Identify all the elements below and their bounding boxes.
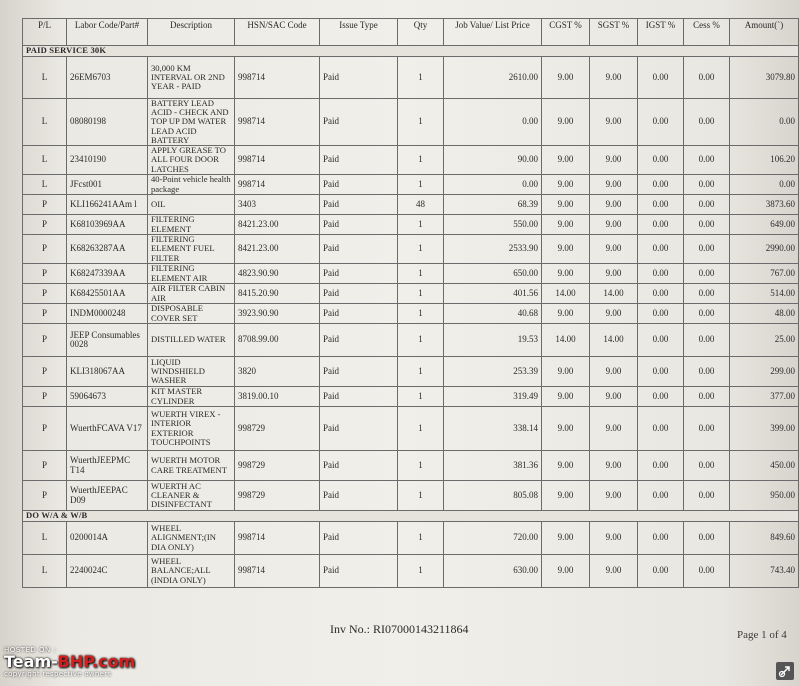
- cell-igst: 0.00: [638, 481, 684, 511]
- cell-desc: WUERTH AC CLEANER & DISINFECTANT: [148, 481, 235, 511]
- cell-desc: KIT MASTER CYLINDER: [148, 387, 235, 407]
- cell-amount: 0.00: [730, 175, 799, 195]
- cell-cgst: 9.00: [542, 451, 590, 481]
- cell-value: 0.00: [444, 175, 542, 195]
- cell-code: WuerthJEEPMC T14: [67, 451, 148, 481]
- cell-cess: 0.00: [684, 235, 730, 264]
- cell-value: 319.49: [444, 387, 542, 407]
- cell-desc: DISPOSABLE COVER SET: [148, 304, 235, 324]
- cell-desc: 30,000 KM INTERVAL OR 2ND YEAR - PAID: [148, 57, 235, 99]
- cell-pl: L: [23, 146, 67, 175]
- section-title: DO W/A & W/B: [23, 511, 799, 522]
- cell-issue: Paid: [320, 407, 398, 451]
- watermark: [4, 646, 204, 686]
- cell-value: 805.08: [444, 481, 542, 511]
- cell-pl: P: [23, 481, 67, 511]
- cell-sgst: 9.00: [590, 175, 638, 195]
- cell-amount: 25.00: [730, 324, 799, 357]
- section-title: PAID SERVICE 30K: [23, 46, 799, 57]
- cell-cgst: 9.00: [542, 99, 590, 146]
- cell-desc: AIR FILTER CABIN AIR: [148, 284, 235, 304]
- cell-issue: Paid: [320, 264, 398, 284]
- cell-cgst: 9.00: [542, 304, 590, 324]
- cell-qty: 1: [398, 357, 444, 387]
- cell-issue: Paid: [320, 304, 398, 324]
- section-header: [23, 511, 799, 522]
- header-amount: Amount(`): [730, 19, 799, 46]
- header-hsn: HSN/SAC Code: [235, 19, 320, 46]
- cell-code: 08080198: [67, 99, 148, 146]
- cell-desc: FILTERING ELEMENT FUEL FILTER: [148, 235, 235, 264]
- cell-sgst: 9.00: [590, 407, 638, 451]
- cell-value: 0.00: [444, 99, 542, 146]
- cell-igst: 0.00: [638, 215, 684, 235]
- invoice-number: Inv No.: RI07000143211864: [330, 622, 469, 636]
- cell-amount: 377.00: [730, 387, 799, 407]
- cell-code: INDM0000248: [67, 304, 148, 324]
- cell-cess: 0.00: [684, 57, 730, 99]
- cell-cess: 0.00: [684, 387, 730, 407]
- table-row: [23, 215, 799, 235]
- table-row: [23, 57, 799, 99]
- table-row: [23, 235, 799, 264]
- cell-amount: 849.60: [730, 522, 799, 555]
- cell-hsn: 998714: [235, 175, 320, 195]
- header-cess: Cess %: [684, 19, 730, 46]
- cell-pl: P: [23, 195, 67, 215]
- cell-qty: 1: [398, 57, 444, 99]
- cell-pl: P: [23, 284, 67, 304]
- cell-sgst: 9.00: [590, 195, 638, 215]
- cell-code: KLI318067AA: [67, 357, 148, 387]
- cell-sgst: 9.00: [590, 264, 638, 284]
- cell-code: JFcst001: [67, 175, 148, 195]
- table-row: [23, 195, 799, 215]
- cell-amount: 950.00: [730, 481, 799, 511]
- table-row: [23, 387, 799, 407]
- cell-hsn: 3403: [235, 195, 320, 215]
- cell-qty: 1: [398, 264, 444, 284]
- cell-qty: 1: [398, 522, 444, 555]
- cell-sgst: 9.00: [590, 215, 638, 235]
- cell-cess: 0.00: [684, 324, 730, 357]
- watermark-brand-left: Team-: [4, 652, 58, 671]
- cell-cess: 0.00: [684, 175, 730, 195]
- cell-qty: 1: [398, 407, 444, 451]
- cell-issue: Paid: [320, 146, 398, 175]
- cell-igst: 0.00: [638, 284, 684, 304]
- header-qty: Qty: [398, 19, 444, 46]
- cell-issue: Paid: [320, 57, 398, 99]
- table-row: [23, 324, 799, 357]
- cell-pl: L: [23, 57, 67, 99]
- cell-pl: P: [23, 357, 67, 387]
- cell-code: 2240024C: [67, 555, 148, 588]
- cell-qty: 1: [398, 99, 444, 146]
- cell-hsn: 8415.20.90: [235, 284, 320, 304]
- header-issue-type: Issue Type: [320, 19, 398, 46]
- cell-qty: 1: [398, 304, 444, 324]
- cell-desc: WHEEL ALIGNMENT;(IN DIA ONLY): [148, 522, 235, 555]
- cell-value: 68.39: [444, 195, 542, 215]
- cell-sgst: 9.00: [590, 451, 638, 481]
- cell-qty: 1: [398, 215, 444, 235]
- cell-sgst: 9.00: [590, 481, 638, 511]
- cell-desc: WUERTH VIREX - INTERIOR EXTERIOR TOUCHPOINTS: [148, 407, 235, 451]
- cell-hsn: 998729: [235, 407, 320, 451]
- cell-cess: 0.00: [684, 99, 730, 146]
- cell-issue: Paid: [320, 481, 398, 511]
- cell-code: K68425501AA: [67, 284, 148, 304]
- cell-desc: WUERTH MOTOR CARE TREATMENT: [148, 451, 235, 481]
- cell-pl: P: [23, 324, 67, 357]
- cell-cgst: 9.00: [542, 555, 590, 588]
- table-row: [23, 357, 799, 387]
- cell-amount: 649.00: [730, 215, 799, 235]
- cell-hsn: 998714: [235, 146, 320, 175]
- table-row: [23, 146, 799, 175]
- cell-value: 338.14: [444, 407, 542, 451]
- cell-cgst: 9.00: [542, 215, 590, 235]
- cell-igst: 0.00: [638, 264, 684, 284]
- cell-cgst: 9.00: [542, 387, 590, 407]
- cell-issue: Paid: [320, 451, 398, 481]
- cell-hsn: 998729: [235, 451, 320, 481]
- cell-cess: 0.00: [684, 195, 730, 215]
- page-number: Page 1 of 4: [737, 629, 787, 641]
- cell-amount: 0.00: [730, 99, 799, 146]
- cell-hsn: 998729: [235, 481, 320, 511]
- table-row: [23, 99, 799, 146]
- cell-issue: Paid: [320, 324, 398, 357]
- cell-amount: 3873.60: [730, 195, 799, 215]
- cell-issue: Paid: [320, 175, 398, 195]
- cell-hsn: 8421.23.00: [235, 235, 320, 264]
- cell-issue: Paid: [320, 235, 398, 264]
- cell-code: K68103969AA: [67, 215, 148, 235]
- cell-code: K68263287AA: [67, 235, 148, 264]
- cell-desc: WHEEL BALANCE;ALL (INDIA ONLY): [148, 555, 235, 588]
- cell-code: K68247339AA: [67, 264, 148, 284]
- invoice-table: [22, 18, 799, 588]
- header-description: Description: [148, 19, 235, 46]
- cell-pl: P: [23, 451, 67, 481]
- cell-desc: DISTILLED WATER: [148, 324, 235, 357]
- cell-cess: 0.00: [684, 304, 730, 324]
- cell-cgst: 14.00: [542, 284, 590, 304]
- cell-value: 2610.00: [444, 57, 542, 99]
- cell-sgst: 14.00: [590, 324, 638, 357]
- cell-value: 650.00: [444, 264, 542, 284]
- cell-pl: P: [23, 235, 67, 264]
- cell-cgst: 9.00: [542, 264, 590, 284]
- cell-amount: 450.00: [730, 451, 799, 481]
- table-row: [23, 175, 799, 195]
- table-row: [23, 555, 799, 588]
- section-header: [23, 46, 799, 57]
- cell-igst: 0.00: [638, 324, 684, 357]
- table-row: [23, 481, 799, 511]
- cell-desc: OIL: [148, 195, 235, 215]
- cell-cgst: 9.00: [542, 195, 590, 215]
- cell-sgst: 9.00: [590, 555, 638, 588]
- cell-issue: Paid: [320, 387, 398, 407]
- cell-pl: L: [23, 555, 67, 588]
- watermark-brand: [4, 654, 204, 670]
- header-sgst: SGST %: [590, 19, 638, 46]
- cell-hsn: 3820: [235, 357, 320, 387]
- cell-qty: 1: [398, 451, 444, 481]
- cell-cgst: 9.00: [542, 235, 590, 264]
- cell-cgst: 9.00: [542, 357, 590, 387]
- cell-pl: P: [23, 215, 67, 235]
- cell-desc: BATTERY LEAD ACID - CHECK AND TOP UP DM WATER LEAD ACID BATTERY: [148, 99, 235, 146]
- expand-icon[interactable]: [776, 662, 794, 680]
- cell-issue: Paid: [320, 99, 398, 146]
- cell-desc: FILTERING ELEMENT AIR: [148, 264, 235, 284]
- cell-pl: L: [23, 175, 67, 195]
- cell-value: 550.00: [444, 215, 542, 235]
- cell-value: 40.68: [444, 304, 542, 324]
- cell-qty: 1: [398, 387, 444, 407]
- cell-code: 23410190: [67, 146, 148, 175]
- cell-igst: 0.00: [638, 175, 684, 195]
- cell-igst: 0.00: [638, 387, 684, 407]
- table-row: [23, 304, 799, 324]
- cell-desc: LIQUID WINDSHIELD WASHER: [148, 357, 235, 387]
- watermark-brand-right: BHP.com: [57, 652, 136, 671]
- cell-hsn: 3923.90.90: [235, 304, 320, 324]
- cell-igst: 0.00: [638, 357, 684, 387]
- header-job-value: Job Value/ List Price: [444, 19, 542, 46]
- cell-sgst: 9.00: [590, 235, 638, 264]
- table-row: [23, 284, 799, 304]
- cell-cgst: 9.00: [542, 175, 590, 195]
- cell-pl: P: [23, 407, 67, 451]
- table-row: [23, 407, 799, 451]
- cell-sgst: 14.00: [590, 284, 638, 304]
- cell-sgst: 9.00: [590, 57, 638, 99]
- cell-qty: 1: [398, 555, 444, 588]
- cell-cess: 0.00: [684, 451, 730, 481]
- cell-qty: 48: [398, 195, 444, 215]
- cell-cess: 0.00: [684, 264, 730, 284]
- cell-igst: 0.00: [638, 407, 684, 451]
- cell-cess: 0.00: [684, 146, 730, 175]
- cell-igst: 0.00: [638, 555, 684, 588]
- cell-issue: Paid: [320, 195, 398, 215]
- cell-pl: P: [23, 304, 67, 324]
- cell-cgst: 9.00: [542, 522, 590, 555]
- cell-amount: 106.20: [730, 146, 799, 175]
- cell-qty: 1: [398, 481, 444, 511]
- cell-cgst: 9.00: [542, 407, 590, 451]
- cell-cess: 0.00: [684, 215, 730, 235]
- cell-igst: 0.00: [638, 304, 684, 324]
- cell-igst: 0.00: [638, 57, 684, 99]
- cell-amount: 299.00: [730, 357, 799, 387]
- cell-code: WuerthFCAVA V17: [67, 407, 148, 451]
- cell-cess: 0.00: [684, 522, 730, 555]
- cell-value: 19.53: [444, 324, 542, 357]
- cell-cgst: 9.00: [542, 146, 590, 175]
- table-row: [23, 522, 799, 555]
- cell-amount: 399.00: [730, 407, 799, 451]
- header-cgst: CGST %: [542, 19, 590, 46]
- header-igst: IGST %: [638, 19, 684, 46]
- cell-desc: 40-Point vehicle health package: [148, 175, 235, 195]
- cell-sgst: 9.00: [590, 304, 638, 324]
- table-body: [23, 46, 799, 588]
- cell-cess: 0.00: [684, 357, 730, 387]
- table-row: [23, 451, 799, 481]
- cell-desc: APPLY GREASE TO ALL FOUR DOOR LATCHES: [148, 146, 235, 175]
- cell-cgst: 9.00: [542, 57, 590, 99]
- cell-cess: 0.00: [684, 284, 730, 304]
- cell-pl: P: [23, 387, 67, 407]
- cell-sgst: 9.00: [590, 357, 638, 387]
- cell-cess: 0.00: [684, 481, 730, 511]
- cell-igst: 0.00: [638, 146, 684, 175]
- cell-qty: 1: [398, 175, 444, 195]
- cell-hsn: 8421.23.00: [235, 215, 320, 235]
- cell-amount: 743.40: [730, 555, 799, 588]
- cell-value: 381.36: [444, 451, 542, 481]
- cell-igst: 0.00: [638, 99, 684, 146]
- cell-sgst: 9.00: [590, 99, 638, 146]
- cell-issue: Paid: [320, 284, 398, 304]
- cell-igst: 0.00: [638, 522, 684, 555]
- table-header-row: [23, 19, 799, 46]
- cell-issue: Paid: [320, 522, 398, 555]
- cell-value: 401.56: [444, 284, 542, 304]
- cell-qty: 1: [398, 284, 444, 304]
- cell-code: WuerthJEEPAC D09: [67, 481, 148, 511]
- cell-hsn: 3819.00.10: [235, 387, 320, 407]
- cell-pl: P: [23, 264, 67, 284]
- cell-igst: 0.00: [638, 235, 684, 264]
- cell-hsn: 8708.99.00: [235, 324, 320, 357]
- cell-igst: 0.00: [638, 195, 684, 215]
- cell-cgst: 14.00: [542, 324, 590, 357]
- cell-issue: Paid: [320, 555, 398, 588]
- header-pl: P/L: [23, 19, 67, 46]
- cell-hsn: 998714: [235, 57, 320, 99]
- cell-value: 2533.90: [444, 235, 542, 264]
- cell-issue: Paid: [320, 357, 398, 387]
- cell-hsn: 4823.90.90: [235, 264, 320, 284]
- cell-hsn: 998714: [235, 555, 320, 588]
- cell-sgst: 9.00: [590, 522, 638, 555]
- cell-code: KLI166241AAm l: [67, 195, 148, 215]
- header-labor-code: Labor Code/Part#: [67, 19, 148, 46]
- cell-desc: FILTERING ELEMENT: [148, 215, 235, 235]
- cell-hsn: 998714: [235, 99, 320, 146]
- cell-pl: L: [23, 522, 67, 555]
- cell-value: 630.00: [444, 555, 542, 588]
- cell-igst: 0.00: [638, 451, 684, 481]
- cell-value: 720.00: [444, 522, 542, 555]
- cell-code: 26EM6703: [67, 57, 148, 99]
- cell-amount: 2990.00: [730, 235, 799, 264]
- table-row: [23, 264, 799, 284]
- cell-qty: 1: [398, 235, 444, 264]
- cell-code: JEEP Consumables 0028: [67, 324, 148, 357]
- cell-sgst: 9.00: [590, 387, 638, 407]
- cell-code: 59064673: [67, 387, 148, 407]
- cell-value: 90.00: [444, 146, 542, 175]
- cell-value: 253.39: [444, 357, 542, 387]
- cell-amount: 767.00: [730, 264, 799, 284]
- cell-qty: 1: [398, 324, 444, 357]
- cell-sgst: 9.00: [590, 146, 638, 175]
- cell-amount: 3079.80: [730, 57, 799, 99]
- cell-hsn: 998714: [235, 522, 320, 555]
- cell-cgst: 9.00: [542, 481, 590, 511]
- cell-qty: 1: [398, 146, 444, 175]
- cell-cess: 0.00: [684, 407, 730, 451]
- watermark-copyright: copyright respective owners: [4, 670, 112, 678]
- watermark-hosted: HOSTED ON :: [4, 646, 57, 654]
- cell-cess: 0.00: [684, 555, 730, 588]
- cell-pl: L: [23, 99, 67, 146]
- cell-issue: Paid: [320, 215, 398, 235]
- cell-code: 0200014A: [67, 522, 148, 555]
- cell-amount: 48.00: [730, 304, 799, 324]
- cell-amount: 514.00: [730, 284, 799, 304]
